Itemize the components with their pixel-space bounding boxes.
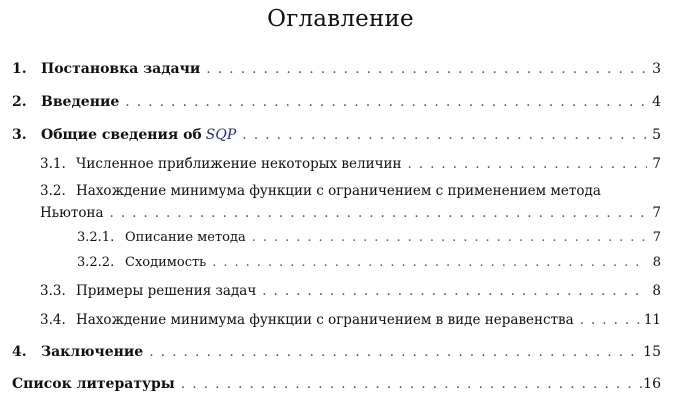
toc-entry-references[interactable] xyxy=(12,375,661,393)
toc-entry-number: 3. xyxy=(12,127,27,143)
toc-entry-4[interactable] xyxy=(12,343,661,361)
toc-entry-number: 3.2.1. xyxy=(77,230,115,245)
toc-title: Оглавление xyxy=(267,6,414,32)
toc-entry-number: 3.1. xyxy=(40,156,66,172)
toc-entry-page: 8 xyxy=(652,255,661,270)
toc-entry-3-4[interactable] xyxy=(40,311,661,329)
toc-entry-title: Введение xyxy=(41,94,120,110)
toc-entry-number: 3.3. xyxy=(40,283,66,299)
toc-entry-page: 15 xyxy=(643,344,661,360)
toc-entry-title-continued: Ньютона xyxy=(40,205,104,221)
toc-entry-title: Нахождение минимума функции с ограничением с применением метода xyxy=(76,183,601,199)
toc-leader-dots xyxy=(402,155,647,173)
toc-entry-page: 16 xyxy=(643,376,661,392)
toc-leader-dots xyxy=(175,375,643,393)
toc-entry-title: Постановка задачи xyxy=(41,61,201,77)
toc-entry-number: 4. xyxy=(12,344,27,360)
toc-leader-dots xyxy=(236,126,647,144)
toc-entry-3-2-1[interactable] xyxy=(77,229,661,247)
toc-entry-page: 4 xyxy=(652,94,661,110)
toc-entry-1[interactable] xyxy=(12,60,661,78)
toc-entry-page: 7 xyxy=(652,230,661,245)
toc-entry-3[interactable] xyxy=(12,126,661,144)
toc-leader-dots xyxy=(143,343,643,361)
toc-entry-number: 1. xyxy=(12,61,27,77)
toc-entry-3-3[interactable] xyxy=(40,282,661,300)
toc-entry-3-2-2[interactable] xyxy=(77,254,661,272)
toc-entry-page: 7 xyxy=(652,205,661,221)
toc-leader-dots xyxy=(104,204,647,222)
toc-entry-title: Сходимость xyxy=(125,255,207,270)
toc-entry-number: 2. xyxy=(12,94,27,110)
toc-entry-3-2-line2[interactable] xyxy=(40,204,661,222)
toc-entry-3-1[interactable] xyxy=(40,155,661,173)
toc-leader-dots xyxy=(574,311,644,329)
toc-entry-title: Список литературы xyxy=(12,376,175,392)
toc-entry-page: 3 xyxy=(652,61,661,77)
toc-entry-title: Заключение xyxy=(41,344,144,360)
toc-leader-dots xyxy=(206,254,647,272)
toc-entry-number: 3.4. xyxy=(40,312,66,328)
toc-entry-page: 11 xyxy=(643,312,661,328)
toc-leader-dots xyxy=(119,93,647,111)
toc-entry-number: 3.2.2. xyxy=(77,255,115,270)
toc-entry-number: 3.2. xyxy=(40,183,66,199)
toc-entry-page: 8 xyxy=(652,283,661,299)
toc-entry-page: 5 xyxy=(652,127,661,143)
toc-entry-title: Нахождение минимума функции с ограничением в виде неравенства xyxy=(76,312,574,328)
toc-entry-3-2-line1[interactable] xyxy=(40,182,661,200)
toc-entry-math: SQP xyxy=(205,127,237,143)
toc-leader-dots xyxy=(246,229,647,247)
toc-entry-title: Численное приближение некоторых величин xyxy=(76,156,402,172)
toc-entry-title: Примеры решения задач xyxy=(76,283,257,299)
toc-entry-2[interactable] xyxy=(12,93,661,111)
toc-entry-page: 7 xyxy=(652,156,661,172)
toc-leader-dots xyxy=(256,282,647,300)
toc-entry-title: Описание метода xyxy=(125,230,246,245)
toc-leader-dots xyxy=(200,60,647,78)
toc-entry-title: Общие сведения об xyxy=(41,127,202,143)
